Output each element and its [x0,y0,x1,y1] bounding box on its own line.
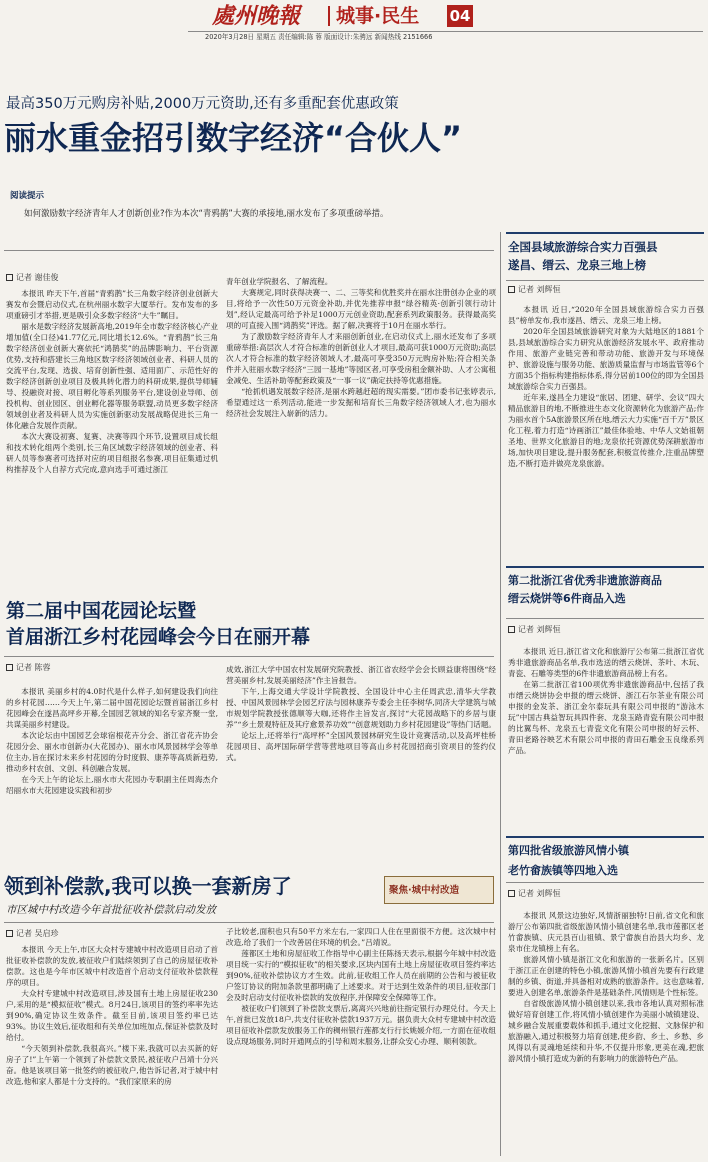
paragraph: 本报讯 近日,“2020年全国县域旅游综合实力百强县”榜单发布,我市遂昌、缙云、龙泉三地上榜。 [508,305,704,325]
right3-headline-line1: 第四批省级旅游风情小镇 [508,844,629,857]
paragraph: 大众村专建城中村改造项目,涉及国有土地上房屋征收230户,采用的是“模拟征收”模式。8月24日,该项目的签约率率先达到90%,确定协议生效条件。截至目前,该项目签约率已达93%。协议生效后,征收组和有关单位加班加点,保证补偿款及时给付。 [6,989,218,1042]
focus-logo-text: 聚焦·城中村改造 [389,885,460,896]
garden-column-1 [6,686,218,844]
paragraph: 2020年全国县域旅游研究对象为大陆地区的1881个县,县域旅游综合实力研究从旅游经济发展水平、政府推动作用、旅游产业链完善和带动功能、旅游开发与环境保护、旅游设施与服务功能、旅游质量监督与市场监管等6个方面35个指标构建指标体系,得分居前100位的即为全国县域旅游综合实力百强县。 [508,327,704,391]
paper-logo: 處州晚報 [212,3,301,29]
lede-text: 如何激励数字经济青年人才创新创业?作为本次“青鸦鹊”大赛的承接地,丽水发布了多项重磅举措。 [24,209,389,219]
lede-label: 阅读提示 [10,191,45,201]
byline-text: 记者 陈蓉 [16,663,51,672]
right3-top-rule [506,836,704,838]
section-title: 城事·民生 [336,5,420,27]
garden-headline-line2: 首届浙江乡村花园峰会今日在丽开幕 [6,626,311,648]
right3-body [508,910,704,1158]
paragraph: 论坛上,还将举行“高坪杯”全国风景园林研究生设计竞赛活动,以及高坪桂桥花园项目、高坪国际研学营等营地项目等高山乡村花园招商引资项目的签约仪式。 [226,731,496,762]
paragraph: “今天领到补偿款,我很高兴。”楼下来,我就可以去买新的好房子了!”上午第一个领到了补偿款文景民,被征收户吕靖十分兴奋。他是该项目第一批签约的被征收户,他告诉记者,对于城中村改造,他和家人都是十分支持的。“我们家原来的房 [6,1044,218,1086]
byline-text: 记者 谢佳俊 [16,273,59,282]
compensation-column-2 [226,926,496,1158]
garden-rule [4,656,494,657]
right2-top-rule [506,566,704,568]
paragraph: 丽水是数字经济发展新高地,2019年全市数字经济核心产业增加值(全口径)41.77亿元,同比增长12.6%。“青鸦鹊”长三角数字经济创业创新大赛依托“鸿鹊奖”的品牌影响力、平台资源优势,支持和搭建长三角地区数字经济领域创业者、科研人员的交流平台,发现、选拔、培育创新性强、适用面广、示范性好的数字经济创新创业项目及极具转化潜力的科研成果,提供导师辅导、投融资对接、项目孵化等系列服务平台,建设创业导师、创投机构、创业园区、创业孵化器等服务联盟,动员更多数字经济领域创业者及科研人员为实施创新驱动发展战略促进长三角一体化融合发展作贡献。 [6,322,218,430]
column-divider [500,232,501,1156]
paragraph: 本报讯 近日,浙江省文化和旅游厅公布第二批浙江省优秀非遗旅游商品名单,我市选送的缙云烧饼、茶叶、木玩、青瓷、石雕等类型的6件非遗旅游商品榜上有名。 [508,647,704,678]
right1-byline [508,284,698,296]
right1-headline-line1: 全国县域旅游综合实力百强县 [508,240,658,254]
paragraph: 在第二批浙江省100项优秀非遗旅游商品中,包括了我市缙云烧饼协会申报的缙云烧饼、浙江石尔茶业有限公司申报的金发茶、浙江金尔泰玩具有限公司申报的“游泳木玩”中国古典益智玩具四件套、龙泉玉路青瓷有限公司申报的比翼鸟杯、龙泉五七青瓷文化有限公司申报的好云杯、青田老路谷映艺术有限公司申报的青田石雕金玉良缘系列产品。 [508,680,704,755]
lead-byline [6,272,206,284]
byline-text: 记者 吴启珍 [16,929,59,938]
right2-byline [508,624,698,636]
paragraph: 本报讯 风景这边独好,风情浙丽独特!日前,省文化和旅游厅公布第四批省级旅游风情小镇创建名单,我市莲都区老竹畲族镇、庆元县百山祖镇、景宁畲族自治县大均乡、龙泉市住龙镇榜上有名。 [508,911,704,953]
right2-body [508,646,704,822]
paragraph: 本报讯 今天上午,市区大众村专建城中村改造项目启动了首批征收补偿款的发放,被征收户们陆续领到了自己的房屋征收补偿款。这也是今年市区城中村改造首个启动支付征收补偿款程序的项目。 [6,945,218,987]
garden-byline [6,662,206,674]
paragraph: 本报讯 昨天下午,首届“青鸦鹊”长三角数字经济创业创新大赛发布会暨启动仪式,在杭州丽水数字大厦举行。发布发布的多项重磅引才举措,更是吸引众多数字经济“大牛”瞩目。 [6,289,218,320]
paragraph: 自省级旅游风情小镇创建以来,我市各地认真对照标准做好培育创建工作,将风情小镇创建作为美丽小城镇建设、城乡融合发展重要载体和抓手,通过文化挖掘、文脉保护和旅游融入,通过积极努力培育创建,使乡韵、乡土、乡愁、乡风得以有灵魂地延续和升华,不仅提升形象,更美在魂,把旅游风情小镇打造成为新的有影响力的旅游特色产品。 [508,999,704,1063]
lead-column-1 [6,288,218,566]
garden-column-2 [226,664,496,844]
byline-box-icon [508,890,515,897]
right1-top-rule [506,232,704,234]
paragraph: 为了激励数字经济青年人才来丽创新创业,在启动仪式上,丽水还发布了多项重磅举措:高层次人才符合标准的创新创业人才项目,最高可获1000万元资助;高层次人才符合标准的数字经济领域人才,最高可享受350万元购房补贴;符合相关条件并入驻丽水数字经济“三园一基地”等园区者,可享受房租金额补助、人才公寓租金减免、生活补助等配套政策及“一事一议”确定扶持等优惠措施。 [226,332,496,385]
byline-box-icon [508,626,515,633]
right1-rule [506,280,704,281]
paragraph: 旅游风情小镇是浙江文化和旅游的一张新名片。区别于浙江正在创建的特色小镇,旅游风情小镇首先要有行政建制的乡镇、街道,并具备相对成熟的旅游条件。这也意味着,要进入创建名单,旅游条件是基础条件,风情则是个性标签。 [508,955,704,997]
byline-text: 记者 刘辉恒 [518,285,561,294]
dateline: 2020年3月28日 星期五 责任编辑:陈 蓉 版面设计:朱骋远 新闻热线 2151666 [205,33,433,41]
right2-rule [506,618,704,619]
byline-box-icon [6,274,13,281]
right3-headline-line2: 老竹畲族镇等四地入选 [508,864,618,877]
paragraph: 本次论坛由中国园艺会球宿根花卉分会、浙江省花卉协会花园分会、丽水市创新办(大花园办)、丽水市风景园林学会等单位主办,旨在探讨未来乡村花园的分时度假、康养等高质新趋势,推动乡村农创、文创、科创融合发展。 [6,731,218,773]
lead-column-2 [226,276,496,566]
masthead [0,0,708,40]
right3-rule [506,882,704,883]
right2-headline-line1: 第二批浙江省优秀非遗旅游商品 [508,574,662,587]
compensation-subhead: 市区城中村改造今年首批征收补偿款启动发放 [6,904,216,916]
byline-box-icon [508,286,515,293]
paragraph: 大赛规定,同时获得决赛一、二、三等奖和优胜奖并在丽水注册创办企业的项目,将给予一次性50万元资金补助,并优先推荐申报“绿谷精英·创新引领行动计划”,经认定最高可给予补足1000万元创业资助,配套系列政策服务。获得最高奖项的可直接入围“鸿鹊奖”评选。据了解,决赛将于10月在丽水举行。 [226,288,496,330]
paragraph: 子比较老,面积也只有50平方米左右,一家四口人住在里面很不方便。这次城中村改造,给了我们一个改善居住环境的机会。”吕靖说。 [226,927,496,947]
paragraph: 被征收户们领到了补偿款支票后,离离兴兴地前往指定银行办理兑付。今天上午,首批已发放18户,共支付征收补偿款1937万元。据负责大众村专建城中村改造项目征收补偿款发放服务工作的稠州银行莲都支行行长姚媛介绍,一方面在征收组设点现场服务,同时开通网点的引导和周末服务,让群众安心办理、顺利领款。 [226,1004,496,1046]
lead-kicker: 最高350万元购房补贴,2000万元资助,还有多重配套优惠政策 [6,96,399,112]
focus-logo [384,876,494,904]
section-divider [328,6,330,26]
compensation-rule [4,922,494,923]
paragraph: 成效,浙江大学中国农村发展研究院教授、浙江省农经学会会长顾益康将围绕“经营美丽乡村,发展美丽经济”作主旨报告。 [226,665,496,685]
right2-headline-line2: 缙云烧饼等6件商品入选 [508,592,626,605]
paragraph: 下午,上海交通大学设计学院教授、全国设计中心主任周武忠,清华大学教授、中国风景园林学会园艺疗法与园林康养专委会主任李树华,同济大学建筑与城市规划学院教授张德顺等大咖,还将作主旨发言,探讨“大花园战略下的乡居与康养”“乡土景观特征及其疗愈景养功效”“创意规划助力乡村花园建设”等热门话题。 [226,687,496,729]
paragraph: 在今天上午的论坛上,丽水市大花园办专职副主任周海杰介绍丽水市大花园建设实践和初步 [6,775,218,795]
paragraph: “抢抓机遇发展数字经济,是丽水跨越赶超的现实需要。”团市委书记张婷表示,希望通过这一系列活动,能进一步发掘和培育长三角数字经济领域人才,也为丽水经济社会发展注入崭新的活力。 [226,387,496,418]
byline-box-icon [6,664,13,671]
paragraph: 近年来,遂昌全力建设“旅居、团建、研学、会议”四大精品旅游目的地,不断推进生态文化资源转化为旅游产品;作为丽水首个5A旅游景区所在地,缙云大力实施“百千万”景区化工程,着力打造“诗画浙江”最佳体验地、中华人文始祖朝圣地、世界文化旅游目的地;龙泉依托资源优势深耕旅游市场,加快项目建设,提升服务配套,积极宣传推介,注重品牌塑造,不断打造并做亮龙泉旅游。 [508,393,704,468]
right3-byline [508,888,698,900]
byline-text: 记者 刘辉恒 [518,889,561,898]
compensation-headline: 领到补偿款,我可以换一套新房了 [4,874,292,898]
paragraph: 本报讯 美丽乡村的4.0时代是什么样子,如何建设我们向往的乡村花园……今天上午,第二届中国花园论坛暨首届浙江乡村花园峰会在遂昌高坪乡开幕,全国园艺领域的知名专家齐聚一堂,共谋美丽乡村建设。 [6,687,218,729]
lede-divider [4,250,494,251]
compensation-byline [6,928,206,940]
lede-box [10,190,408,242]
page-number-badge: 04 [447,5,473,27]
paragraph: 青年创业学院报名、了解流程。 [226,277,333,286]
byline-text: 记者 刘辉恒 [518,625,561,634]
paragraph: 莲都区土地和房屋征收工作指导中心副主任陈扬天表示,根据今年城中村改造项目统一实行的“模拟征收”的相关要求,区块内国有土地上房屋征收项目签约率达到90%,征收补偿协议方才生效。此前,征收组工作人员在前期的公告和与被征收户签订协议的附加条款里都明确了上述要求。对于达到生效条件的项目,征收部门会及时启动支付征收补偿款的发放程序,并保障安全保障等工作。 [226,949,496,1002]
masthead-rule [188,31,703,32]
right1-body [508,304,704,538]
right1-headline-line2: 遂昌、缙云、龙泉三地上榜 [508,258,646,272]
lead-headline: 丽水重金招引数字经济“合伙人” [4,119,463,157]
byline-box-icon [6,930,13,937]
garden-headline-line1: 第二届中国花园论坛暨 [6,600,197,622]
paragraph: 本次大赛设初赛、复赛、决赛等四个环节,设置项目成长组和技术转化组两个类别,长三角区域数字经济领域的创业者、科研人员等参赛者可选择对应的项目组报名参赛,项目征集通过机构推荐及个人自荐方式完成,意向选手可通过浙江 [6,432,218,474]
compensation-column-1 [6,944,218,1158]
